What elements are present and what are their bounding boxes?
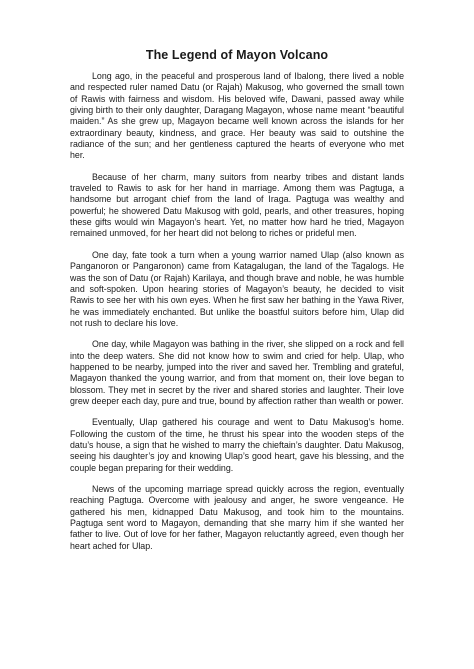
paragraph-6: News of the upcoming marriage spread quickly across the region, eventually reaching Pagtuga. Overcome with jealousy and anger, he swore vengeance. He gathered his men, kidnapped Datu Makusog, and took him to the mountains. Pagtuga sent word to Magayon, demanding that she marry him if she wanted her father to live. Out of love for her father, Magayon reluctantly agreed, even though her heart ached for Ulap. <box>70 484 404 551</box>
paragraph-5: Eventually, Ulap gathered his courage and went to Datu Makusog’s home. Following the custom of the time, he thrust his spear into the wooden steps of the datu’s house, a sign that he wished to marry the chieftain’s daughter. Datu Makusog, seeing his daughter’s joy and knowing Ulap’s good heart, gave his blessing, and the couple began preparing for their wedding. <box>70 417 404 473</box>
paragraph-4: One day, while Magayon was bathing in the river, she slipped on a rock and fell into the deep waters. She did not know how to swim and cried for help. Ulap, who happened to be nearby, jumped into the river and saved her. Trembling and grateful, Magayon thanked the young warrior, and from that moment on, their love began to blossom. They met in secret by the river and shared stories and laughter. Their love grew deeper each day, pure and true, bound by affection rather than wealth or power. <box>70 339 404 406</box>
paragraph-2: Because of her charm, many suitors from nearby tribes and distant lands traveled to Rawis to ask for her hand in marriage. Among them was Pagtuga, a handsome but arrogant chief from the land of Iraga. Pagtuga was wealthy and powerful; he showered Datu Makusog with gold, pearls, and other treasures, hoping these gifts would win Magayon’s heart. Yet, no matter how hard he tried, Magayon remained unmoved, for her heart did not belong to riches or prideful men. <box>70 171 404 239</box>
paragraph-1: Long ago, in the peaceful and prosperous land of Ibalong, there lived a noble and respected ruler named Datu (or Rajah) Makusog, who governed the small town of Rawis with fairness and wisdom. His beloved wife, Dawani, passed away while giving birth to their only daughter, Daragang Magayon, whose name meant “beautiful maiden.” As she grew up, Magayon became well known across the islands for her extraordinary beauty, kindness, and grace. Her beauty was said to outshine the radiance of the sun; and her gentleness captured the hearts of everyone who met her. <box>70 71 404 161</box>
document-title: The Legend of Mayon Volcano <box>145 48 329 62</box>
paragraph-3: One day, fate took a turn when a young warrior named Ulap (also known as Panganoron or Pangaronon) came from Katagalugan, the land of the Tagalogs. He was the son of Datu (or Rajah) Karilaya, and though brave and noble, he was humble and soft-spoken. Upon hearing stories of Magayon’s beauty, he decided to visit Rawis to see her with his own eyes. When he first saw her bathing in the Yawa River, he was immediately enchanted. But unlike the boastful suitors before him, Ulap did not rush to declare his love. <box>70 249 404 328</box>
